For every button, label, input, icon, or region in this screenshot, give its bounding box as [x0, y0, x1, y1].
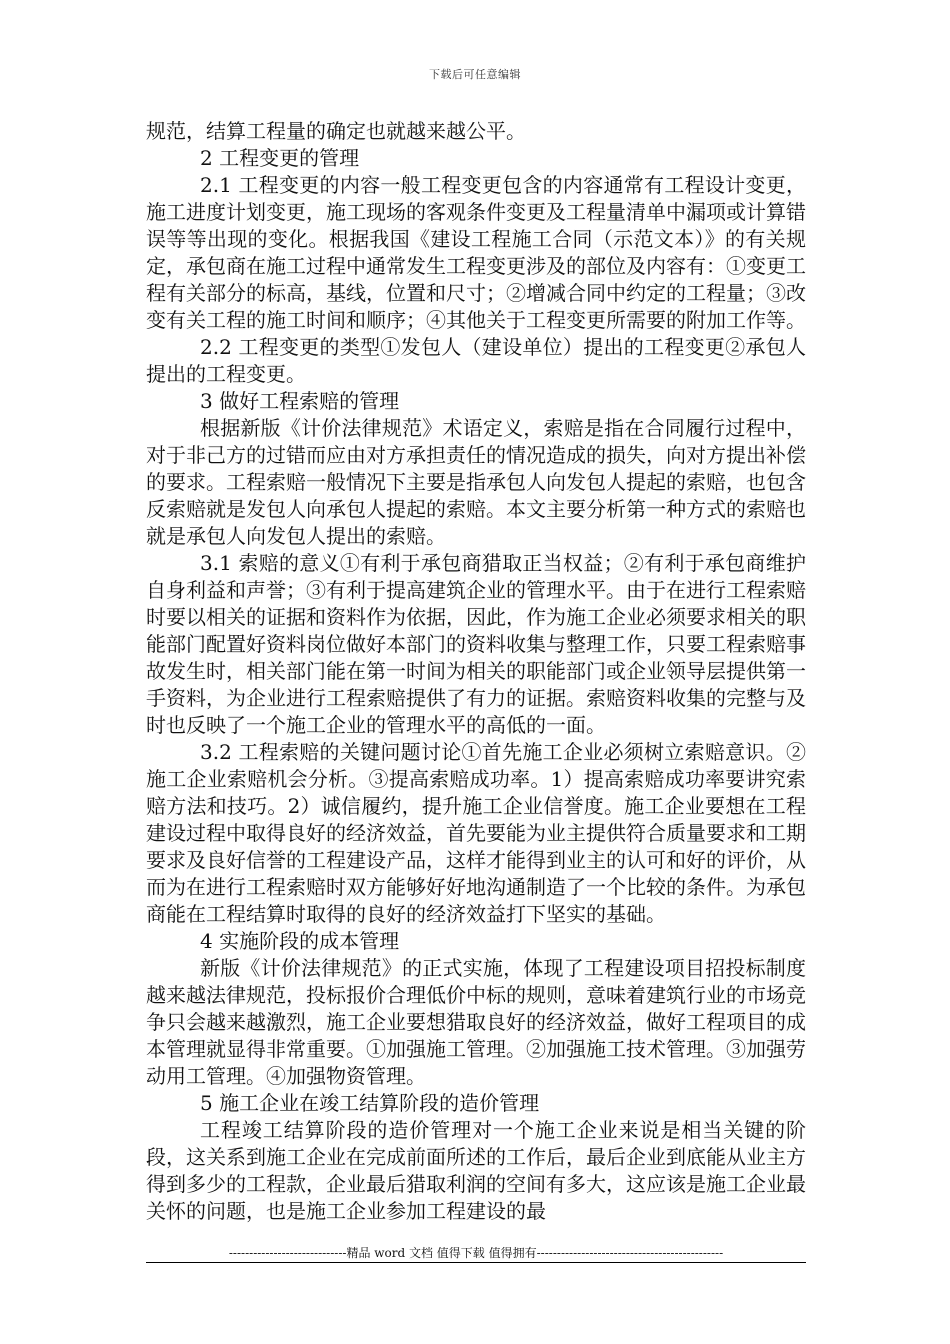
paragraph: 5 施工企业在竣工结算阶段的造价管理 [200, 1091, 540, 1115]
paragraph: 2 工程变更的管理 [200, 146, 360, 170]
paragraph: 3.2 工程索赔的关键问题讨论①首先施工企业必须树立索赔意识。②施工企业索赔机会分析。③提高索赔成功率。1）提高索赔成功率要讲究索赔方法和技巧。2）诚信履约，提升施工企业信誉度。施工企业要想在工程建设过程中取得良好的经济效益，首先要能为业主提供符合质量要求和工期要求及良好信誉的工程建设产品，这样才能得到业主的认可和好的评价，从而为在进行工程索赔时双方能够好好地沟通制造了一个比较的条件。为承包商能在工程结算时取得的良好的经济效益打下坚实的基础。 [146, 740, 806, 926]
paragraph: 2.1 工程变更的内容一般工程变更包含的内容通常有工程设计变更，施工进度计划变更，施工现场的客观条件变更及工程量清单中漏项或计算错误等等出现的变化。根据我国《建设工程施工合同（示范文本）》的有关规定，承包商在施工过程中通常发生工程变更涉及的部位及内容有：①变更工程有关部分的标高，基线，位置和尺寸；②增减合同中约定的工程量；③改变有关工程的施工时间和顺序；④其他关于工程变更所需要的附加工作等。 [146, 173, 806, 332]
paragraph: 规范，结算工程量的确定也就越来越公平。 [146, 119, 526, 143]
paragraph: 2.2 工程变更的类型①发包人（建设单位）提出的工程变更②承包人提出的工程变更。 [146, 335, 806, 386]
footer-divider [146, 1262, 806, 1263]
paragraph: 根据新版《计价法律规范》术语定义，索赔是指在合同履行过程中，对于非己方的过错而应由对方承担责任的情况造成的损失，向对方提出补偿的要求。工程索赔一般情况下主要是指承包人向发包人提起的索赔，也包含反索赔就是发包人向承包人提起的索赔。本文主要分析第一种方式的索赔也就是承包人向发包人提出的索赔。 [146, 416, 806, 548]
paragraph: 新版《计价法律规范》的正式实施，体现了工程建设项目招投标制度越来越法律规范，投标报价合理低价中标的规则，意味着建筑行业的市场竞争只会越来越激烈，施工企业要想猎取良好的经济效益，做好工程项目的成本管理就显得非常重要。①加强施工管理。②加强施工技术管理。③加强劳动用工管理。④加强物资管理。 [146, 956, 806, 1088]
page-footer: -----------------------------精品 word 文档 值得下载 值得拥有---------------------------------------------- [228, 1246, 724, 1260]
paragraph: 工程竣工结算阶段的造价管理对一个施工企业来说是相当关键的阶段，这关系到施工企业在完成前面所述的工作后，最后企业到底能从业主方得到多少的工程款，企业最后猎取利润的空间有多大，这应该是施工企业最关怀的问题，也是施工企业参加工程建设的最 [146, 1118, 806, 1223]
document-body [146, 118, 806, 1225]
paragraph: 3.1 索赔的意义①有利于承包商猎取正当权益；②有利于承包商维护自身利益和声誉；③有利于提高建筑企业的管理水平。由于在进行工程索赔时要以相关的证据和资料作为依据，因此，作为施工企业必须要求相关的职能部门配置好资料岗位做好本部门的资料收集与整理工作，只要工程索赔事故发生时，相关部门能在第一时间为相关的职能部门或企业领导层提供第一手资料，为企业进行工程索赔提供了有力的证据。索赔资料收集的完整与及时也反映了一个施工企业的管理水平的高低的一面。 [146, 551, 806, 737]
page-header: 下载后可任意编辑 [429, 68, 521, 81]
paragraph: 3 做好工程索赔的管理 [200, 389, 400, 413]
paragraph: 4 实施阶段的成本管理 [200, 929, 400, 953]
